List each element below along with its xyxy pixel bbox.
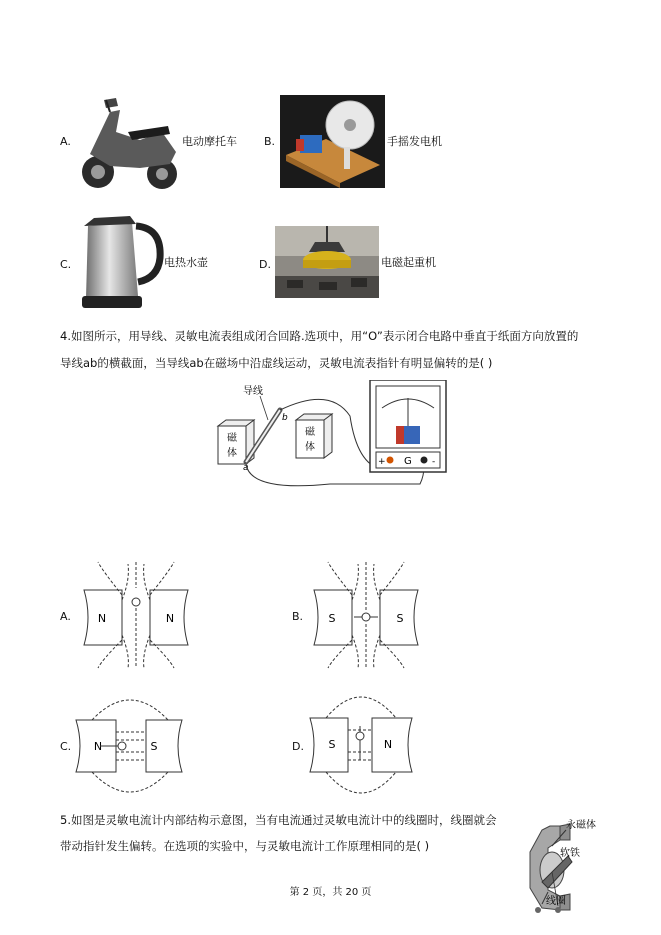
field-diagram-d <box>306 686 431 800</box>
question-5-line-1: 5.如图是灵敏电流计内部结构示意图，当有电流通过灵敏电流计中的线圈时，线圈就会 <box>60 813 497 827</box>
motorcycle-image <box>80 92 180 194</box>
question-4-line-2: 导线ab的横截面，当导线ab在磁场中沿虚线运动，灵敏电流表指针有明显偏转的是( ) <box>60 356 493 370</box>
pole-b-left: S <box>328 612 336 625</box>
right-magnet-char-2: 体 <box>305 442 315 453</box>
field-option-d-letter: D. <box>292 740 304 753</box>
wire-label: 导线 <box>243 386 263 397</box>
pole-b-right: S <box>396 612 404 625</box>
meter-minus-label: - <box>432 457 436 467</box>
field-option-a-letter: A. <box>60 610 71 623</box>
option-d-letter: D. <box>259 258 271 271</box>
coil-label: 线圈 <box>546 896 566 907</box>
electric-kettle-image <box>80 212 164 312</box>
point-a-label: a <box>243 463 249 473</box>
field-option-b-letter: B. <box>292 610 304 623</box>
page-footer: 第 2 页，共 20 页 <box>289 887 372 898</box>
meter-plus-label: + <box>378 457 386 467</box>
pole-d-right: N <box>383 738 393 751</box>
option-a-caption: 电动摩托车 <box>182 135 237 148</box>
question-5-line-2: 带动指针发生偏转。在选项的实验中，与灵敏电流计工作原理相同的是( ) <box>60 839 430 853</box>
pole-c-right: S <box>150 740 158 753</box>
option-c-caption: 电热水壶 <box>164 256 208 269</box>
pole-a-left: N <box>97 612 107 625</box>
hand-generator-image <box>280 95 385 188</box>
question-4-line-1: 4.如图所示，用导线、灵敏电流表组成闭合回路.选项中，用“O”表示闭合电路中垂直于纸面方向放置的 <box>60 329 579 343</box>
electromagnetic-crane-image <box>275 226 379 298</box>
meter-g-label: G <box>404 456 412 467</box>
field-diagram-c <box>72 688 197 800</box>
option-d-caption: 电磁起重机 <box>381 256 436 269</box>
option-b-letter: B. <box>264 135 276 148</box>
field-diagram-a <box>72 560 197 670</box>
pole-d-left: S <box>328 738 336 751</box>
field-diagram-b <box>302 560 427 670</box>
permanent-magnet-label: 永磁体 <box>566 820 596 831</box>
q4-circuit-figure <box>210 380 460 495</box>
field-option-c-letter: C. <box>60 740 72 753</box>
soft-iron-label: 软铁 <box>560 848 580 859</box>
pole-c-left: N <box>93 740 103 753</box>
galvanometer-structure-figure <box>520 812 610 917</box>
right-magnet-char-1: 磁 <box>305 427 315 438</box>
pole-a-right: N <box>165 612 175 625</box>
left-magnet-char-1: 磁 <box>227 433 237 444</box>
option-c-letter: C. <box>60 258 72 271</box>
left-magnet-char-2: 体 <box>227 448 237 459</box>
option-b-caption: 手摇发电机 <box>387 135 442 148</box>
point-b-label: b <box>282 413 288 423</box>
option-a-letter: A. <box>60 135 71 148</box>
